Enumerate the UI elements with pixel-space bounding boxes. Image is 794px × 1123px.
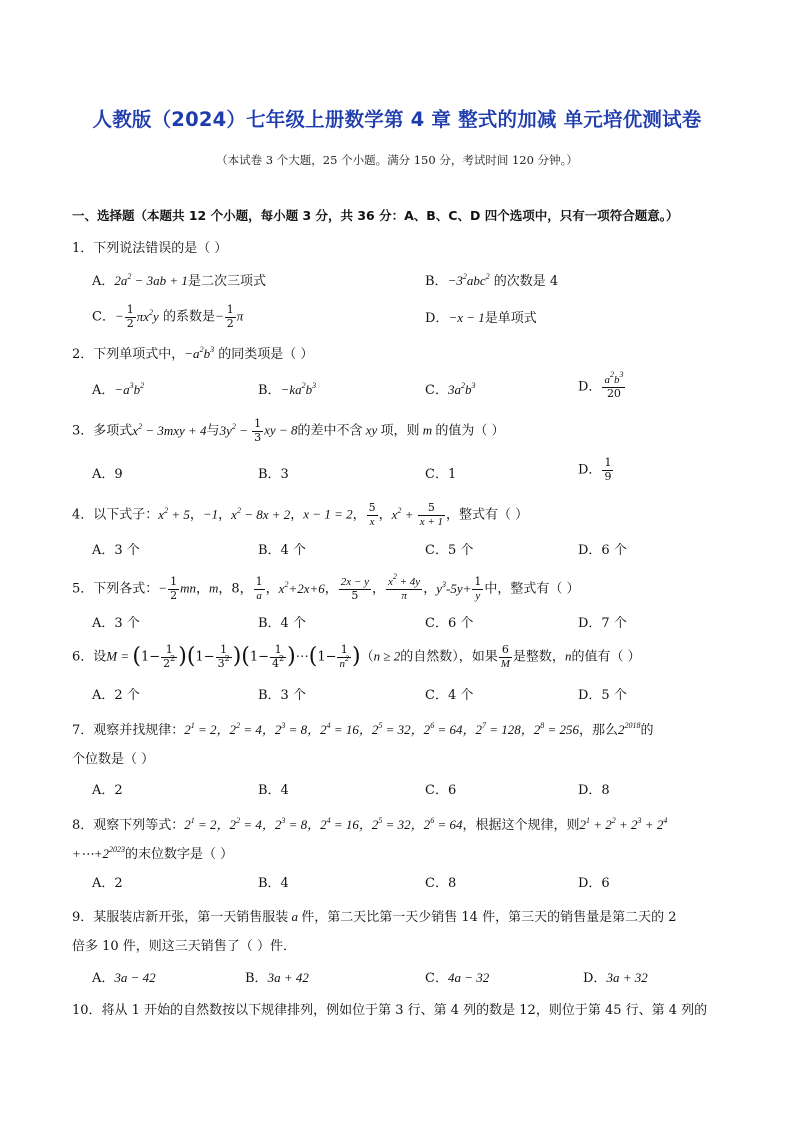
- q2-option-b: B．$-ka^2b^3$: [258, 381, 317, 398]
- question-10-stem: 10．将从 1 开始的自然数按以下规律排列，例如位于第 3 行、第 4 列的数是 12，则位于第 45 行、第 4 列的: [72, 1003, 708, 1018]
- q3-option-c: C．1: [425, 467, 457, 482]
- q8-option-a: A．2: [92, 876, 123, 891]
- q8-option-b: B．4: [258, 876, 289, 891]
- q3-option-b: B．3: [258, 467, 289, 482]
- question-9-stem: 9．某服装店新开张，第一天销售服装 a 件，第二天比第一天少销售 14 件，第三天的销售量是第二天的 2: [72, 909, 677, 925]
- q7-option-c: C．6: [425, 783, 457, 798]
- q2-option-d: D． $\frac{a^2b^3}{20}$: [578, 370, 624, 400]
- question-3-stem: 3．多项式$x^2 - 3mxy + 4$与$3y^2$ − $\frac{1}{3}$ xy − 8的差中不含 xy 项，则 m 的值为（ ）: [72, 417, 505, 444]
- q6-option-d: D．5 个: [578, 688, 627, 703]
- q5-option-c: C．6 个: [425, 616, 474, 631]
- q4-option-c: C．5 个: [425, 543, 474, 558]
- q5-option-d: D．7 个: [578, 616, 627, 631]
- q9-option-a: A．3a − 42: [92, 970, 156, 986]
- q4-option-d: D．6 个: [578, 543, 627, 558]
- q1-option-c: C．− $\frac{1}{2}$ $\pi x^2y$ 的系数是− $\frac{1}{2}$ π: [92, 303, 244, 330]
- q6-option-c: C．4 个: [425, 688, 474, 703]
- q1-option-a: A．$2a^2 - 3ab + 1$是二次三项式: [92, 272, 266, 289]
- question-9-stem-cont: 倍多 10 件，则这三天销售了（ ）件．: [72, 939, 296, 954]
- q1-option-d: D．−x − 1是单项式: [425, 310, 537, 326]
- question-8-stem-cont: $+\cdots+2^{2023}$的末位数字是（ ）: [72, 845, 234, 862]
- q7-option-b: B．4: [258, 783, 289, 798]
- question-5-stem: 5．下列各式：− $\frac{1}{2}$ mn，m，8， $\frac{1}{a}$ ，$x^2+2x+6$， $\frac{2x - y}{5}$ ， $\frac{x^2 + 4y}{\pi}$ ，$y^3-5y+$ $\frac{1}{y}$ 中，整式有（ ）: [72, 572, 580, 602]
- question-2-stem: 2．下列单项式中，$-a^2b^3$ 的同类项是（ ）: [72, 345, 314, 362]
- q2-option-c: C．$3a^2b^3$: [425, 381, 476, 398]
- q8-option-d: D．6: [578, 876, 610, 891]
- question-4-stem: 4．以下式子：$x^2 + 5$，−1，$x^2 - 8x + 2$，x − 1 = 2， $\frac{5}{x}$ ，$x^2$ + $\frac{5}{x + 1}$ ，整式有（ ）: [72, 501, 529, 528]
- q4-option-b: B．4 个: [258, 543, 306, 558]
- q9-option-c: C．4a − 32: [425, 970, 490, 986]
- q7-option-a: A．2: [92, 783, 123, 798]
- section-heading: 一、选择题（本题共 12 个小题，每小题 3 分，共 36 分：A、B、C、D 四个选项中，只有一项符合题意。）: [72, 208, 679, 223]
- question-1-stem: 1．下列说法错误的是（ ）: [72, 241, 228, 256]
- exam-title: 人教版（2024）七年级上册数学第 4 章 整式的加减 单元培优测试卷: [92, 108, 702, 131]
- q8-option-c: C．8: [425, 876, 457, 891]
- q4-option-a: A．3 个: [92, 543, 140, 558]
- q2-option-a: A．$-a^3b^2$: [92, 381, 145, 398]
- q9-option-d: D．3a + 32: [583, 970, 648, 986]
- question-7-stem-cont: 个位数是（ ）: [72, 752, 155, 767]
- q7-option-d: D．8: [578, 783, 610, 798]
- q6-option-a: A．2 个: [92, 688, 140, 703]
- q5-option-a: A．3 个: [92, 616, 140, 631]
- question-7-stem: 7．观察并找规律：$2^1 = 2$，$2^2 = 4$，$2^3 = 8$，$2^4 = 16$，$2^5 = 32$，$2^6 = 64$，$2^7 = 128$，$2^8 = 256$，那么$2^{2018}$的: [72, 721, 654, 738]
- q6-option-b: B．3 个: [258, 688, 306, 703]
- q3-option-a: A．9: [92, 467, 123, 482]
- question-8-stem: 8．观察下列等式：$2^1 = 2$，$2^2 = 4$，$2^3 = 8$，$2^4 = 16$，$2^5 = 32$，$2^6 = 64$，根据这个规律，则$2^1 + 2^2 + 2^3 + 2^4$: [72, 816, 668, 833]
- question-6-stem: 6．设M = (1− $\frac{1}{2^2}$ )(1− $\frac{1}{3^2}$ )(1− $\frac{1}{4^2}$ )⋯(1− $\frac{1}{n^2}$ )（n ≥ 2的自然数），如果 $\frac{6}{M}$ 是整数，n的值有（ ）: [72, 643, 641, 670]
- q5-option-b: B．4 个: [258, 616, 306, 631]
- q3-option-d: D． $\frac{1}{9}$: [578, 456, 612, 483]
- q9-option-b: B．3a + 42: [245, 970, 309, 986]
- q1-option-b: B．$-3^2abc^2$ 的次数是 4: [425, 272, 559, 289]
- exam-subtitle: （本试卷 3 个大题，25 个小题。满分 150 分，考试时间 120 分钟。）: [216, 153, 578, 167]
